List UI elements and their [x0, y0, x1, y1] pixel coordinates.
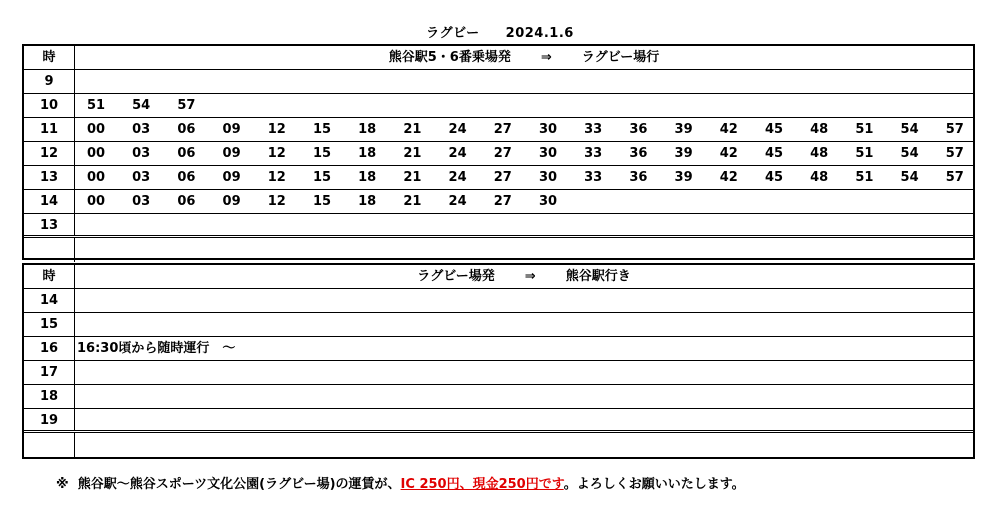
departure-minute: 51 [86, 98, 106, 113]
departure-minute: 30 [538, 146, 558, 161]
minutes-cell [75, 94, 973, 117]
departure-minute: 00 [86, 122, 106, 137]
table-row [24, 94, 973, 118]
departure-minute: 12 [267, 122, 286, 137]
route-to: 熊谷駅行き [565, 269, 631, 284]
inbound-route-title [75, 265, 973, 288]
departure-minute: 51 [855, 146, 874, 161]
departure-minute: 27 [493, 122, 512, 137]
departure-minute: 45 [764, 146, 784, 161]
departure-minute: 09 [222, 146, 241, 161]
departure-minute: 12 [267, 194, 286, 209]
table-row [24, 409, 973, 433]
title-date: 2024.1.6 [505, 26, 574, 41]
departure-minute: 33 [584, 170, 603, 185]
departure-minute: 15 [312, 146, 332, 161]
table-row [24, 313, 973, 337]
route-from: 熊谷駅5・6番乗場発 [388, 50, 511, 65]
departure-minute: 06 [177, 122, 196, 137]
hour-cell: 14 [24, 289, 75, 312]
departure-minute: 57 [945, 170, 964, 185]
route-from: ラグビー場発 [417, 269, 495, 284]
note-text-before: 熊谷駅～熊谷スポーツ文化公園(ラグビー場)の運賃が、 [77, 477, 401, 492]
departure-minute: 24 [448, 194, 467, 209]
minutes-cell [75, 214, 973, 235]
hour-cell [24, 238, 75, 262]
minutes-cell [75, 238, 973, 262]
departure-minute: 24 [448, 170, 467, 185]
minutes-cell [75, 118, 973, 141]
arrow-icon: ⇒ [524, 269, 536, 284]
fare-note [56, 473, 745, 492]
outbound-route-title [75, 46, 973, 69]
page-title [0, 22, 1000, 41]
table-row [24, 238, 973, 262]
hour-cell: 16 [24, 337, 75, 360]
hour-cell: 10 [24, 94, 75, 117]
schedule-cell [75, 385, 973, 408]
departure-minute: 39 [674, 146, 693, 161]
departure-minute: 18 [358, 146, 377, 161]
hour-cell: 12 [24, 142, 75, 165]
note-text-after: 。よろしくお願いいたします。 [563, 477, 745, 492]
departure-minute: 06 [177, 194, 196, 209]
departure-minute: 18 [358, 194, 377, 209]
departure-minute: 30 [538, 122, 558, 137]
departure-minute: 12 [267, 170, 286, 185]
inbound-timetable [22, 263, 975, 459]
departure-minute: 21 [403, 170, 422, 185]
departure-minute: 42 [719, 170, 738, 185]
schedule-cell [75, 409, 973, 430]
departure-minute: 48 [810, 170, 829, 185]
departure-minute: 09 [222, 170, 241, 185]
departure-minute: 54 [900, 146, 919, 161]
outbound-header-row [24, 46, 973, 70]
hour-cell: 17 [24, 361, 75, 384]
table-row [24, 214, 973, 238]
schedule-cell [75, 337, 973, 360]
departure-minute: 27 [493, 194, 512, 209]
departure-minute: 42 [719, 146, 738, 161]
hour-cell: 9 [24, 70, 75, 93]
departure-minute: 18 [358, 170, 377, 185]
hour-cell: 15 [24, 313, 75, 336]
table-row [24, 337, 973, 361]
departure-minute: 06 [177, 170, 196, 185]
hour-cell: 19 [24, 409, 75, 430]
hour-cell [24, 433, 75, 457]
departure-minute: 15 [312, 122, 332, 137]
departure-minute: 45 [764, 122, 784, 137]
departure-minute: 24 [448, 122, 467, 137]
table-row [24, 433, 973, 457]
inbound-rows [24, 289, 973, 457]
departure-minute: 54 [900, 122, 919, 137]
departure-minute: 21 [403, 146, 422, 161]
departure-minute: 51 [855, 122, 874, 137]
departure-minute: 57 [177, 98, 196, 113]
minutes-cell [75, 166, 973, 189]
hour-cell: 18 [24, 385, 75, 408]
departure-minute: 39 [674, 170, 693, 185]
departure-minute: 00 [86, 194, 106, 209]
departure-minute: 48 [810, 122, 829, 137]
departure-minute: 21 [403, 194, 422, 209]
inbound-header-row [24, 265, 973, 289]
departure-minute: 30 [538, 194, 558, 209]
note-mark: ※ [56, 477, 69, 492]
departure-minute: 00 [86, 146, 106, 161]
departure-minute: 36 [629, 170, 648, 185]
departure-minute: 39 [674, 122, 693, 137]
departure-minute: 54 [900, 170, 919, 185]
table-row [24, 166, 973, 190]
departure-minute: 21 [403, 122, 422, 137]
title-name: ラグビー [426, 26, 480, 41]
hour-cell: 11 [24, 118, 75, 141]
schedule-cell [75, 361, 973, 384]
departure-minute: 09 [222, 194, 241, 209]
departure-minute: 00 [86, 170, 106, 185]
table-row [24, 190, 973, 214]
departure-minute: 30 [538, 170, 558, 185]
departure-minute: 03 [132, 146, 151, 161]
departure-minute: 36 [629, 122, 648, 137]
service-note: 16:30頃から随時運行 ～ [77, 341, 236, 356]
schedule-cell [75, 313, 973, 336]
departure-minute: 24 [448, 146, 467, 161]
hour-cell: 14 [24, 190, 75, 213]
table-row [24, 118, 973, 142]
outbound-rows [24, 70, 973, 262]
hour-header: 時 [24, 46, 75, 69]
departure-minute: 48 [810, 146, 829, 161]
schedule-cell [75, 433, 973, 457]
table-row [24, 289, 973, 313]
outbound-timetable [22, 44, 975, 260]
departure-minute: 03 [132, 122, 151, 137]
table-row [24, 361, 973, 385]
departure-minute: 15 [312, 194, 332, 209]
arrow-icon: ⇒ [540, 50, 552, 65]
table-row [24, 70, 973, 94]
hour-cell: 13 [24, 166, 75, 189]
departure-minute: 51 [855, 170, 874, 185]
departure-minute: 18 [358, 122, 377, 137]
minutes-cell [75, 70, 973, 93]
hour-header: 時 [24, 265, 75, 288]
departure-minute: 03 [132, 194, 151, 209]
departure-minute: 57 [945, 146, 964, 161]
table-row [24, 385, 973, 409]
departure-minute: 36 [629, 146, 648, 161]
schedule-cell [75, 289, 973, 312]
departure-minute: 57 [945, 122, 964, 137]
departure-minute: 03 [132, 170, 151, 185]
departure-minute: 33 [584, 146, 603, 161]
departure-minute: 54 [132, 98, 151, 113]
hour-cell: 13 [24, 214, 75, 235]
table-row [24, 142, 973, 166]
departure-minute: 09 [222, 122, 241, 137]
departure-minute: 33 [584, 122, 603, 137]
departure-minute: 27 [493, 170, 512, 185]
minutes-cell [75, 190, 973, 213]
departure-minute: 12 [267, 146, 286, 161]
departure-minute: 15 [312, 170, 332, 185]
departure-minute: 06 [177, 146, 196, 161]
departure-minute: 27 [493, 146, 512, 161]
departure-minute: 45 [764, 170, 784, 185]
departure-minute: 42 [719, 122, 738, 137]
minutes-cell [75, 142, 973, 165]
route-to: ラグビー場行 [581, 50, 660, 65]
fare-amount: IC 250円、現金250円です [400, 477, 564, 492]
